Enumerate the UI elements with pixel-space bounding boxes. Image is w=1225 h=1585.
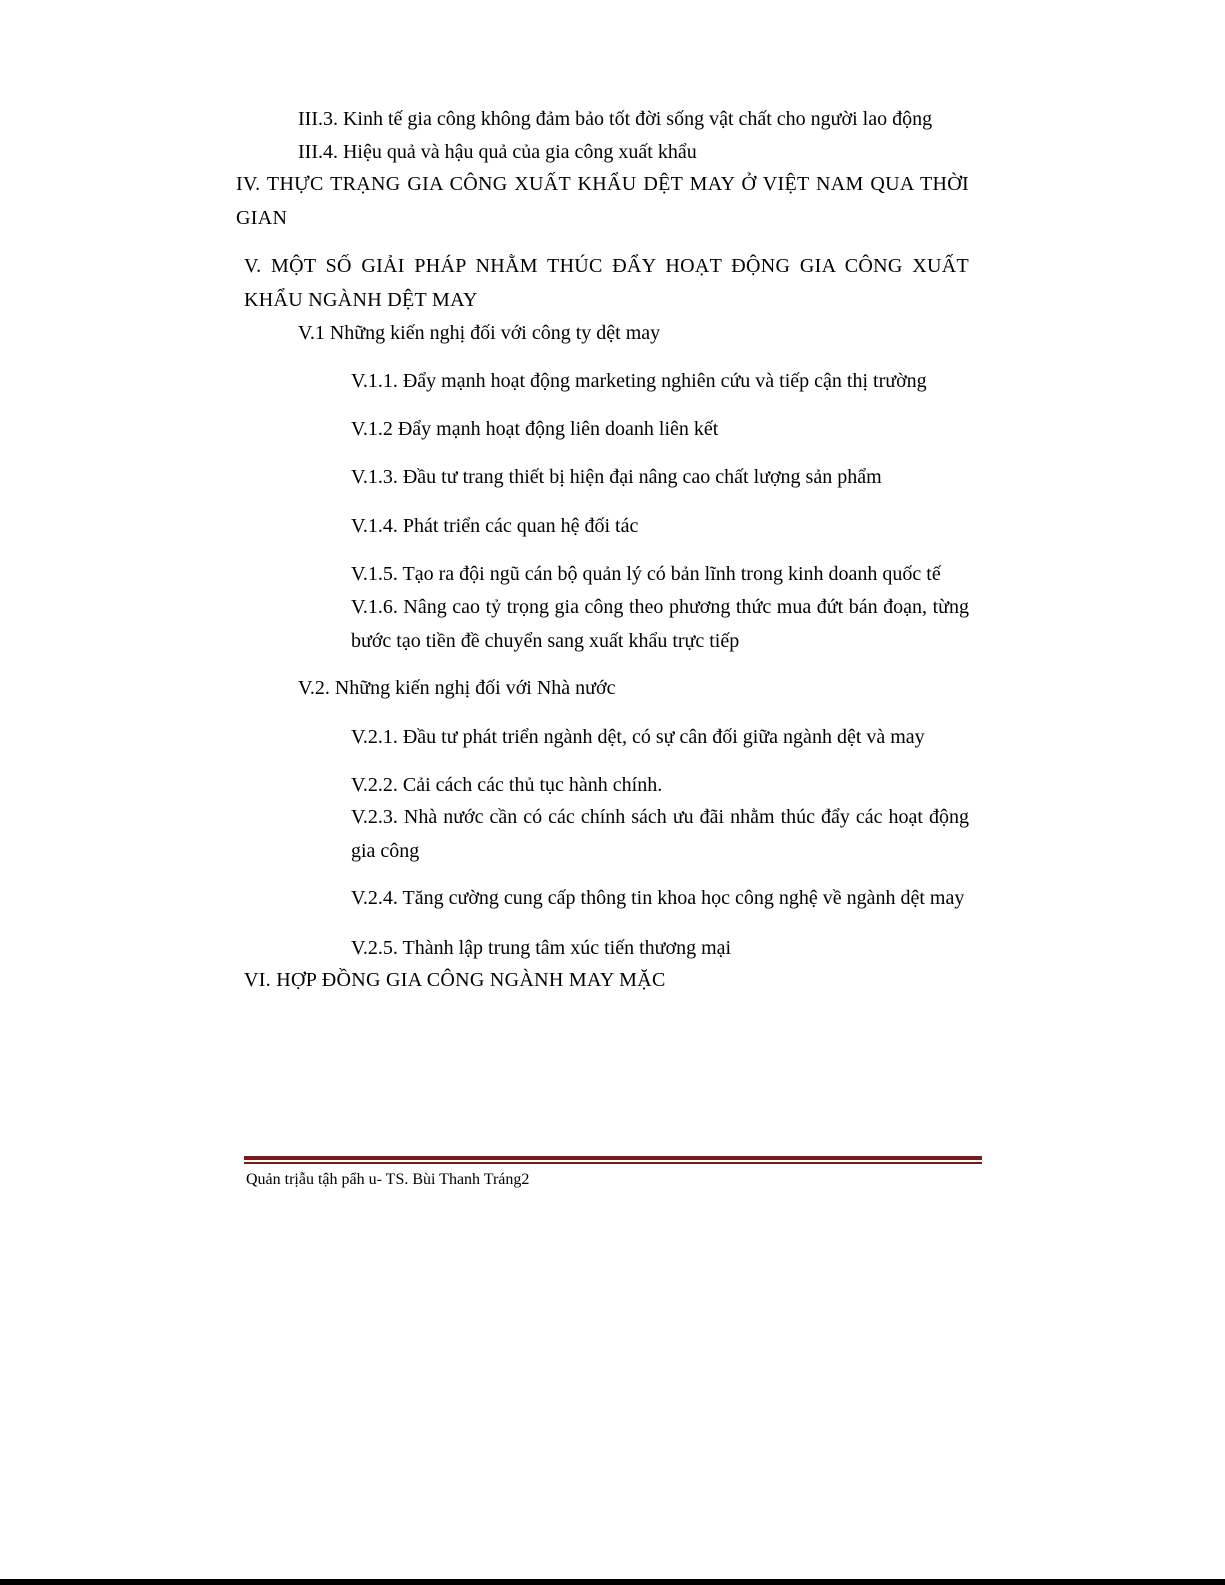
page-bottom-edge <box>0 1579 1225 1585</box>
toc-entry-v-1: V.1 Những kiến nghị đối với công ty dệt may <box>298 322 661 344</box>
toc-entry-v-1-2: V.1.2 Đẩy mạnh hoạt động liên doanh liên kết <box>351 418 719 440</box>
toc-entry-v-1-1: V.1.1. Đẩy mạnh hoạt động marketing nghiên cứu và tiếp cận thị trường <box>351 370 927 392</box>
toc-entry-v-1-5: V.1.5. Tạo ra đội ngũ cán bộ quản lý có bản lĩnh trong kinh doanh quốc tế <box>351 563 941 585</box>
footer-rule-thin <box>244 1162 982 1164</box>
toc-heading-v: V. MỘT SỐ GIẢI PHÁP NHẰM THÚC ĐẨY HOẠT ĐỘNG GIA CÔNG XUẤT KHẨU NGÀNH DỆT MAY <box>244 255 969 311</box>
page-footer: Quản trịẫu tậh pẩh u- TS. Bùi Thanh Tráng2 <box>246 1171 530 1188</box>
toc-entry-v-1-6: V.1.6. Nâng cao tỷ trọng gia công theo phương thức mua đứt bán đoạn, từng bước tạo tiền đề chuyển sang xuất khẩu trực tiếp <box>351 596 969 652</box>
toc-entry-iii-3: III.3. Kinh tế gia công không đảm bảo tốt đời sống vật chất cho người lao động <box>298 108 933 130</box>
toc-entry-iii-4: III.4. Hiệu quả và hậu quả của gia công xuất khẩu <box>298 141 697 163</box>
toc-heading-iv: IV. THỰC TRẠNG GIA CÔNG XUẤT KHẨU DỆT MAY Ở VIỆT NAM QUA THỜI GIAN <box>236 173 969 229</box>
toc-entry-v-1-4: V.1.4. Phát triển các quan hệ đối tác <box>351 515 639 537</box>
toc-heading-vi: VI. HỢP ĐỒNG GIA CÔNG NGÀNH MAY MẶC <box>244 969 666 991</box>
toc-entry-v-2-5: V.2.5. Thành lập trung tâm xúc tiến thương mại <box>351 937 732 959</box>
toc-entry-v-2: V.2. Những kiến nghị đối với Nhà nước <box>298 677 616 699</box>
toc-entry-v-2-2: V.2.2. Cải cách các thủ tục hành chính. <box>351 774 663 796</box>
toc-entry-v-1-3: V.1.3. Đầu tư trang thiết bị hiện đại nâng cao chất lượng sản phẩm <box>351 466 882 488</box>
toc-entry-v-2-1: V.2.1. Đầu tư phát triển ngành dệt, có sự cân đối giữa ngành dệt và may <box>351 726 925 748</box>
toc-entry-v-2-3: V.2.3. Nhà nước cần có các chính sách ưu đãi nhằm thúc đẩy các hoạt động gia công <box>351 806 969 862</box>
toc-entry-v-2-4: V.2.4. Tăng cường cung cấp thông tin khoa học công nghệ về ngành dệt may <box>351 887 965 909</box>
footer-rule-thick <box>244 1156 982 1160</box>
